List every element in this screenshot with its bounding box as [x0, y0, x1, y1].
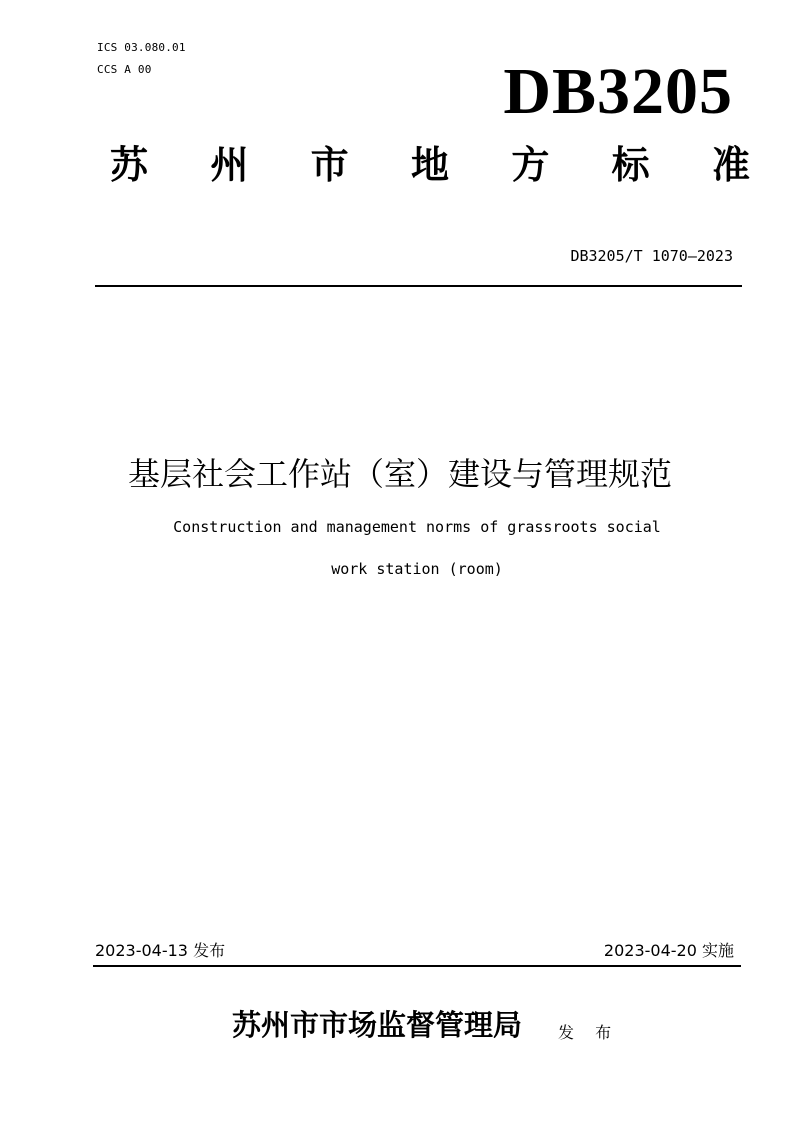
ics-code: ICS 03.080.01	[97, 41, 186, 54]
bottom-divider	[93, 965, 741, 967]
document-title-english-line1: Construction and management norms of grassroots social	[173, 518, 661, 536]
implementation-date: 2023-04-20 实施	[603, 941, 734, 960]
standard-type-char: 州	[210, 141, 249, 187]
standard-type-char: 苏	[110, 141, 149, 187]
standard-number: DB3205/T 1070—2023	[570, 247, 733, 265]
standard-type-heading	[110, 136, 750, 186]
standard-type-char: 标	[611, 141, 650, 187]
ccs-code: CCS A 00	[97, 63, 152, 76]
top-divider	[95, 285, 742, 287]
standard-type-char: 市	[310, 141, 349, 187]
standard-type-char: 方	[511, 141, 550, 187]
issuing-authority: 苏州市市场监督管理局	[232, 1008, 523, 1042]
document-title-english-line2: work station (room)	[331, 560, 503, 578]
standard-code-logo: DB3205	[503, 55, 733, 128]
standard-type-char: 准	[711, 141, 750, 187]
issue-date: 2023-04-13 发布	[95, 941, 226, 960]
standard-type-char: 地	[410, 141, 449, 187]
document-title-chinese: 基层社会工作站（室）建设与管理规范	[127, 455, 672, 493]
issuing-label: 发 布	[558, 1023, 620, 1042]
